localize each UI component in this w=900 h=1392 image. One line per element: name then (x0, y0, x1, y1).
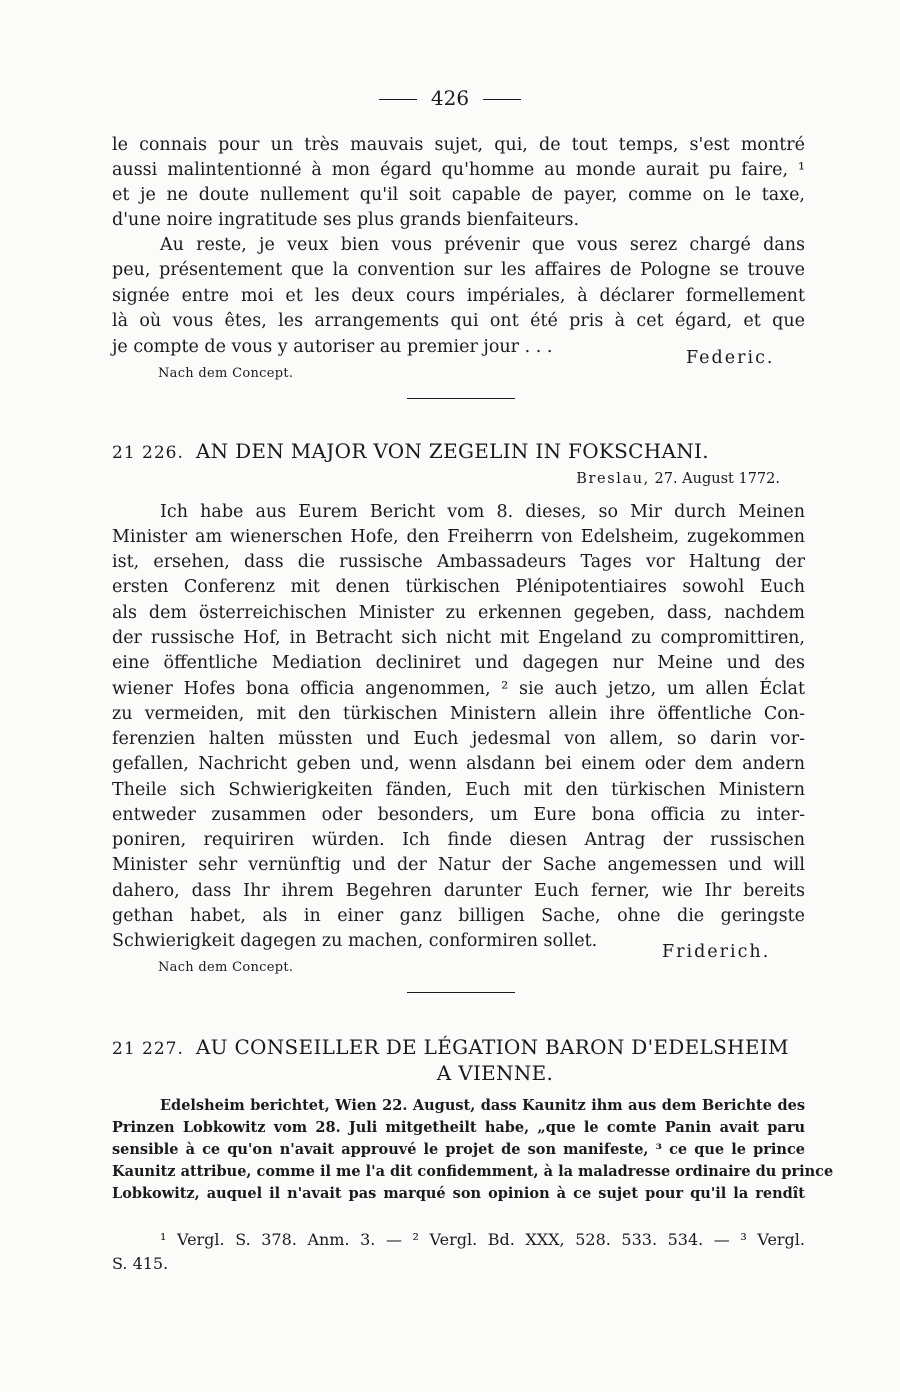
text-line: le connais pour un très mauvais sujet, qui, de tout temps, s'est montré (112, 135, 805, 155)
letter-title-continued: A VIENNE. (436, 1061, 554, 1085)
text-line: là où vous êtes, les arrangements qui ont été pris à cet égard, et que (112, 311, 805, 331)
text-line: Minister sehr vernünftig und der Natur der Sache angemessen und will (112, 855, 805, 875)
letter-heading (112, 1035, 805, 1059)
footnote-line: ¹ Vergl. S. 378. Anm. 3. — ² Vergl. Bd. XXX, 528. 533. 534. — ³ Vergl. (160, 1230, 805, 1249)
text-line: signée entre moi et les deux cours impériales, à déclarer formellement (112, 286, 805, 306)
text-line: Theile sich Schwierigkeiten fänden, Euch mit den türkischen Ministern (112, 780, 805, 800)
text-line: ferenzien halten müssten und Euch jedesmal von allem, so darin vor- (112, 729, 805, 749)
section-divider (407, 992, 515, 993)
text-line: et je ne doute nullement qu'il soit capable de payer, comme on le taxe, (112, 185, 805, 205)
text-line: je compte de vous y autoriser au premier jour . . . (112, 337, 553, 357)
text-line: peu, présentement que la convention sur les affaires de Pologne se trouve (112, 260, 805, 280)
text-line: Minister am wienerschen Hofe, den Freiherrn von Edelsheim, zugekommen (112, 527, 805, 547)
letter-title: AN DEN MAJOR VON ZEGELIN IN FOKSCHANI. (195, 439, 709, 463)
source-note: Nach dem Concept. (158, 960, 294, 975)
source-note: Nach dem Concept. (158, 366, 294, 381)
summary-line: sensible à ce qu'on n'avait approuvé le projet de son manifeste, ³ ce que le prince (112, 1141, 805, 1158)
text-line: poniren, requiriren würden. Ich finde diesen Antrag der russischen (112, 830, 805, 850)
signature: Federic. (686, 348, 775, 368)
dateline-place: Breslau, (576, 471, 650, 487)
signature: Friderich. (662, 942, 771, 962)
text-line: gethan habet, als in einer ganz billigen Sache, ohne die geringste (112, 906, 805, 926)
text-line: eine öffentliche Mediation decliniret und dagegen nur Meine und des (112, 653, 805, 673)
text-line: Ich habe aus Eurem Bericht vom 8. dieses, so Mir durch Meinen (160, 502, 805, 522)
text-line: wiener Hofes bona officia angenommen, ² sie auch jetzo, um allen Éclat (112, 679, 805, 699)
letter-title: AU CONSEILLER DE LÉGATION BARON D'EDELSHEIM (195, 1035, 789, 1059)
text-line: der russische Hof, in Betracht sich nicht mit Engeland zu compromittiren, (112, 628, 805, 648)
text-line: Au reste, je veux bien vous prévenir que vous serez chargé dans (160, 235, 805, 255)
text-line: d'une noire ingratitude ses plus grands bienfaiteurs. (112, 210, 580, 230)
letter-number: 21 226. (112, 443, 184, 463)
text-line: Schwierigkeit dagegen zu machen, conformiren sollet. (112, 931, 598, 951)
letter-heading (112, 439, 805, 463)
summary-line: Prinzen Lobkowitz vom 28. Juli mitgetheilt habe, „que le comte Panin avait paru (112, 1119, 805, 1136)
text-line: ist, ersehen, dass die russische Ambassadeurs Tages vor Haltung der (112, 552, 805, 572)
dateline (576, 471, 780, 487)
text-line: zu vermeiden, mit den türkischen Ministern allein ihre öffentliche Con- (112, 704, 805, 724)
text-line: als dem österreichischen Minister zu erkennen gegeben, dass, nachdem (112, 603, 805, 623)
page-number: 426 (0, 86, 900, 110)
letter-number: 21 227. (112, 1039, 184, 1059)
text-line: dahero, dass Ihr ihrem Begehren darunter Euch ferner, wie Ihr bereits (112, 881, 805, 901)
summary-line: Kaunitz attribue, comme il me l'a dit confidemment, à la maladresse ordinaire du prince (112, 1163, 834, 1180)
dateline-date: 27. August 1772. (654, 471, 780, 487)
section-divider (407, 398, 515, 399)
text-line: aussi malintentionné à mon égard qu'homme au monde aurait pu faire, ¹ (112, 160, 805, 180)
summary-line: Edelsheim berichtet, Wien 22. August, dass Kaunitz ihm aus dem Berichte des (160, 1097, 805, 1114)
footnote-line: S. 415. (112, 1254, 169, 1273)
text-line: ersten Conferenz mit denen türkischen Plénipotentiaires sowohl Euch (112, 577, 805, 597)
summary-line: Lobkowitz, auquel il n'avait pas marqué son opinion à ce sujet pour qu'il la rendît (112, 1185, 805, 1202)
text-line: gefallen, Nachricht geben und, wenn alsdann bei einem oder dem andern (112, 754, 805, 774)
text-line: entweder zusammen oder besonders, um Eure bona officia zu inter- (112, 805, 805, 825)
